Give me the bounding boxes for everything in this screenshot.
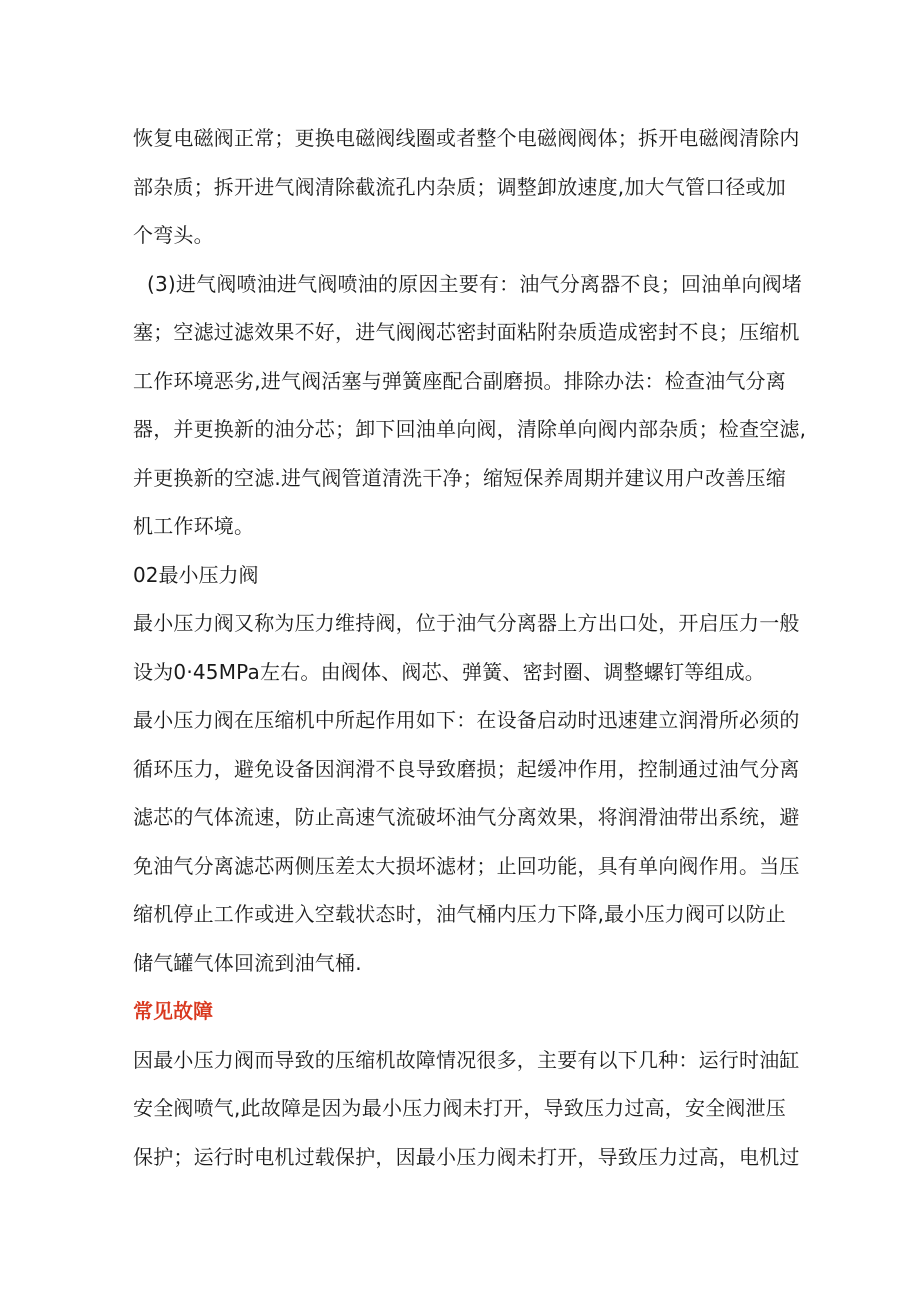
text-line: 并更换新的空滤.进气阀管道清洗干净；缩短保养周期并建议用户改善压缩: [133, 465, 786, 490]
paragraph-min-pressure-function: [133, 696, 800, 987]
text-line: 安全阀喷气,此故障是因为最小压力阀未打开，导致压力过高，安全阀泄压: [133, 1096, 786, 1120]
text-line: 因最小压力阀而导致的压缩机故障情况很多，主要有以下几种：运行时油缸: [133, 1047, 800, 1072]
text-line: 缩机停止工作或进入空载状态时，油气桶内压力下降,最小压力阀可以防止: [133, 902, 786, 926]
section-heading-common-faults: 常见故障: [133, 999, 213, 1023]
text-line: 恢复电磁阀正常；更换电磁阀线圈或者整个电磁阀阀体；拆开电磁阀清除内: [133, 126, 800, 150]
paragraph-intake-valve-oil: [133, 260, 807, 551]
paragraph-min-pressure-intro: [133, 599, 800, 696]
text-line: 机工作环境。: [133, 514, 255, 538]
text-line: 储气罐气体回流到油气桶.: [133, 950, 362, 975]
section-heading-min-pressure-valve: 02最小压力阀: [133, 562, 259, 587]
text-line: 免油气分离滤芯两侧压差太大损坏滤材；止回功能，具有单向阀作用。当压: [133, 853, 800, 878]
text-line: (3)进气阀喷油进气阀喷油的原因主要有：油气分离器不良；回油单向阀堵: [147, 271, 803, 296]
text-line: 器，并更换新的油分芯；卸下回油单向阀，清除单向阀内部杂质；检查空滤,: [133, 417, 807, 441]
paragraph-common-faults: [133, 1036, 800, 1182]
text-line: 部杂质；拆开进气阀清除截流孔内杂质；调整卸放速度,加大气管口径或加: [133, 174, 786, 199]
text-line: 最小压力阀又称为压力维持阀，位于油气分离器上方出口处，开启压力一般: [133, 611, 800, 635]
text-line: 个弯头。: [133, 223, 214, 247]
text-line: 工作环境恶劣,进气阀活塞与弹簧座配合副磨损。排除办法：检查油气分离: [133, 368, 786, 393]
text-line: 最小压力阀在压缩机中所起作用如下：在设备启动时迅速建立润滑所必须的: [133, 708, 800, 732]
text-line: 循环压力，避免设备因润滑不良导致磨损；起缓冲作用，控制通过油气分离: [133, 756, 800, 781]
text-line: 保护；运行时电机过载保护，因最小压力阀未打开，导致压力过高，电机过: [133, 1144, 800, 1169]
paragraph-solenoid-fix: [133, 114, 800, 260]
text-line: 滤芯的气体流速，防止高速气流破坏油气分离效果，将润滑油带出系统，避: [133, 805, 800, 829]
document-body: [133, 114, 807, 1181]
text-line: 设为0·45MPa左右。由阀体、阀芯、弹簧、密封圈、调整螺钉等组成。: [133, 659, 766, 684]
text-line: 塞；空滤过滤效果不好，进气阀阀芯密封面粘附杂质造成密封不良；压缩机: [133, 320, 800, 344]
